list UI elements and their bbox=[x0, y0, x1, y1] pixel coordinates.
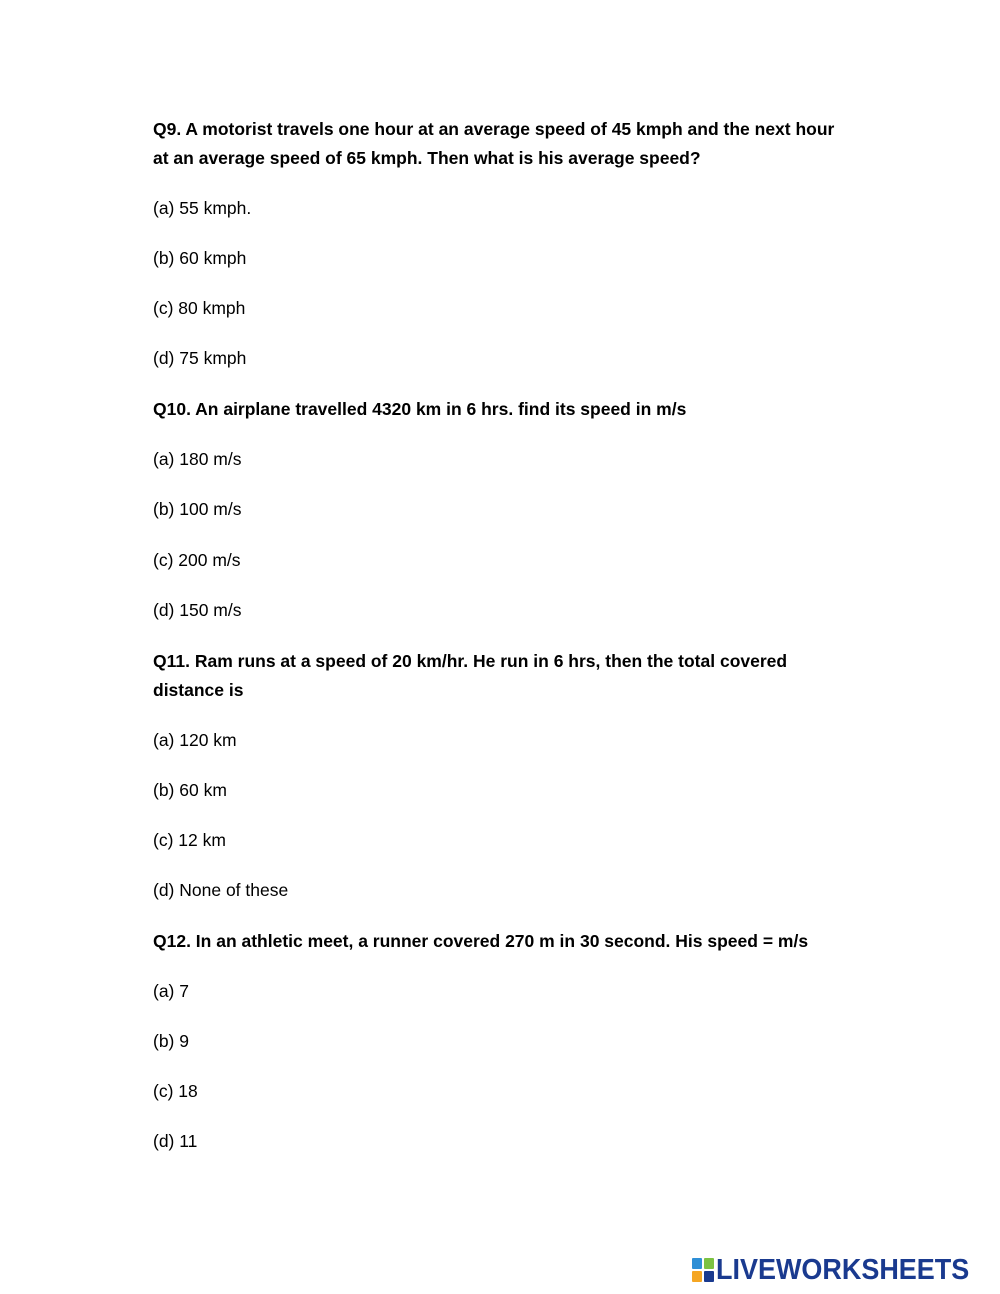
logo-tile bbox=[692, 1271, 702, 1282]
logo-tile bbox=[704, 1258, 714, 1269]
option-q11-c: (c) 12 km bbox=[153, 830, 226, 850]
option-q11-a: (a) 120 km bbox=[153, 730, 237, 750]
option-q10-b: (b) 100 m/s bbox=[153, 499, 242, 519]
question-9: Q9. A motorist travels one hour at an average speed of 45 kmph and the next hour at an average speed of 65 kmph. Then what is his average speed? bbox=[153, 119, 835, 168]
option-q9-b: (b) 60 kmph bbox=[153, 248, 247, 268]
option-q9-c: (c) 80 kmph bbox=[153, 298, 246, 318]
question-10: Q10. An airplane travelled 4320 km in 6 hrs. find its speed in m/s bbox=[153, 399, 687, 419]
liveworksheets-logo-icon bbox=[692, 1258, 714, 1282]
liveworksheets-logo bbox=[692, 1255, 988, 1285]
question-12: Q12. In an athletic meet, a runner covered 270 m in 30 second. His speed = m/s bbox=[153, 931, 809, 951]
option-q12-a: (a) 7 bbox=[153, 981, 189, 1001]
option-q12-d: (d) 11 bbox=[153, 1131, 198, 1151]
option-q11-d: (d) None of these bbox=[153, 880, 289, 900]
option-q12-b: (b) 9 bbox=[153, 1031, 189, 1051]
option-q12-c: (c) 18 bbox=[153, 1081, 198, 1101]
option-q9-d: (d) 75 kmph bbox=[153, 348, 247, 368]
logo-text: LIVEWORKSHEETS bbox=[716, 1254, 970, 1286]
option-q9-a: (a) 55 kmph. bbox=[153, 198, 252, 218]
logo-tile bbox=[692, 1258, 702, 1269]
logo-tile bbox=[704, 1271, 714, 1282]
option-q10-d: (d) 150 m/s bbox=[153, 600, 242, 620]
option-q10-a: (a) 180 m/s bbox=[153, 449, 242, 469]
question-11: Q11. Ram runs at a speed of 20 km/hr. He run in 6 hrs, then the total covered distance is bbox=[153, 651, 788, 700]
option-q10-c: (c) 200 m/s bbox=[153, 550, 241, 570]
option-q11-b: (b) 60 km bbox=[153, 780, 227, 800]
